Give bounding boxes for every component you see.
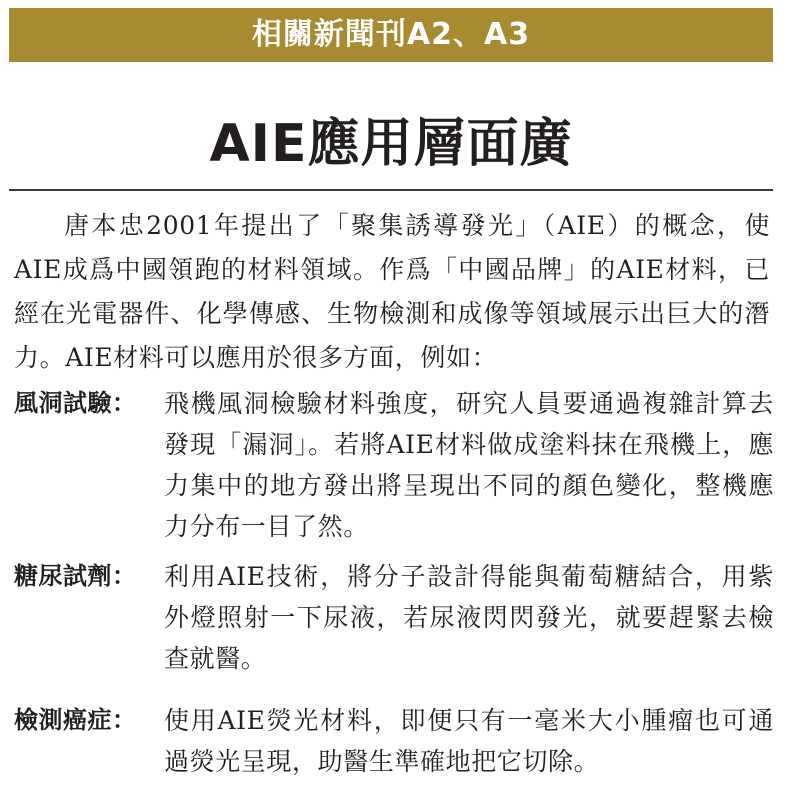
headline-divider <box>9 189 773 191</box>
article-headline: AIE應用層面廣 <box>209 114 573 174</box>
intro-paragraph: 唐本忠2001年提出了「聚集誘導發光」（AIE）的概念，使AIE成爲中國領跑的材料領域。作爲「中國品牌」的AIE材料，已經在光電器件、化學傳感、生物檢測和成像等領域展示出巨大的潛力。AIE材料可以應用於很多方面，例如： <box>14 211 770 372</box>
application-item-diabetes-reagent <box>14 556 774 679</box>
application-item-cancer-detection <box>14 700 774 782</box>
application-label: 風洞試驗： <box>14 389 137 417</box>
application-label: 檢測癌症： <box>14 706 137 734</box>
related-news-banner: 相關新聞刊A2、A3 <box>9 8 773 62</box>
application-description: 利用AIE技術，將分子設計得能與葡萄糖結合，用紫外燈照射一下尿液，若尿液閃閃發光，就要趕緊去檢查就醫。 <box>164 562 774 673</box>
application-description: 使用AIE熒光材料，即便只有一毫米大小腫瘤也可通過熒光呈現，助醫生準確地把它切除。 <box>164 706 774 776</box>
application-item-wind-tunnel <box>14 383 774 547</box>
application-description: 飛機風洞檢驗材料強度，研究人員要通過複雜計算去發現「漏洞」。若將AIE材料做成塗料抹在飛機上，應力集中的地方發出將呈現出不同的顏色變化，整機應力分布一目了然。 <box>164 389 774 541</box>
application-label: 糖尿試劑： <box>14 562 137 590</box>
